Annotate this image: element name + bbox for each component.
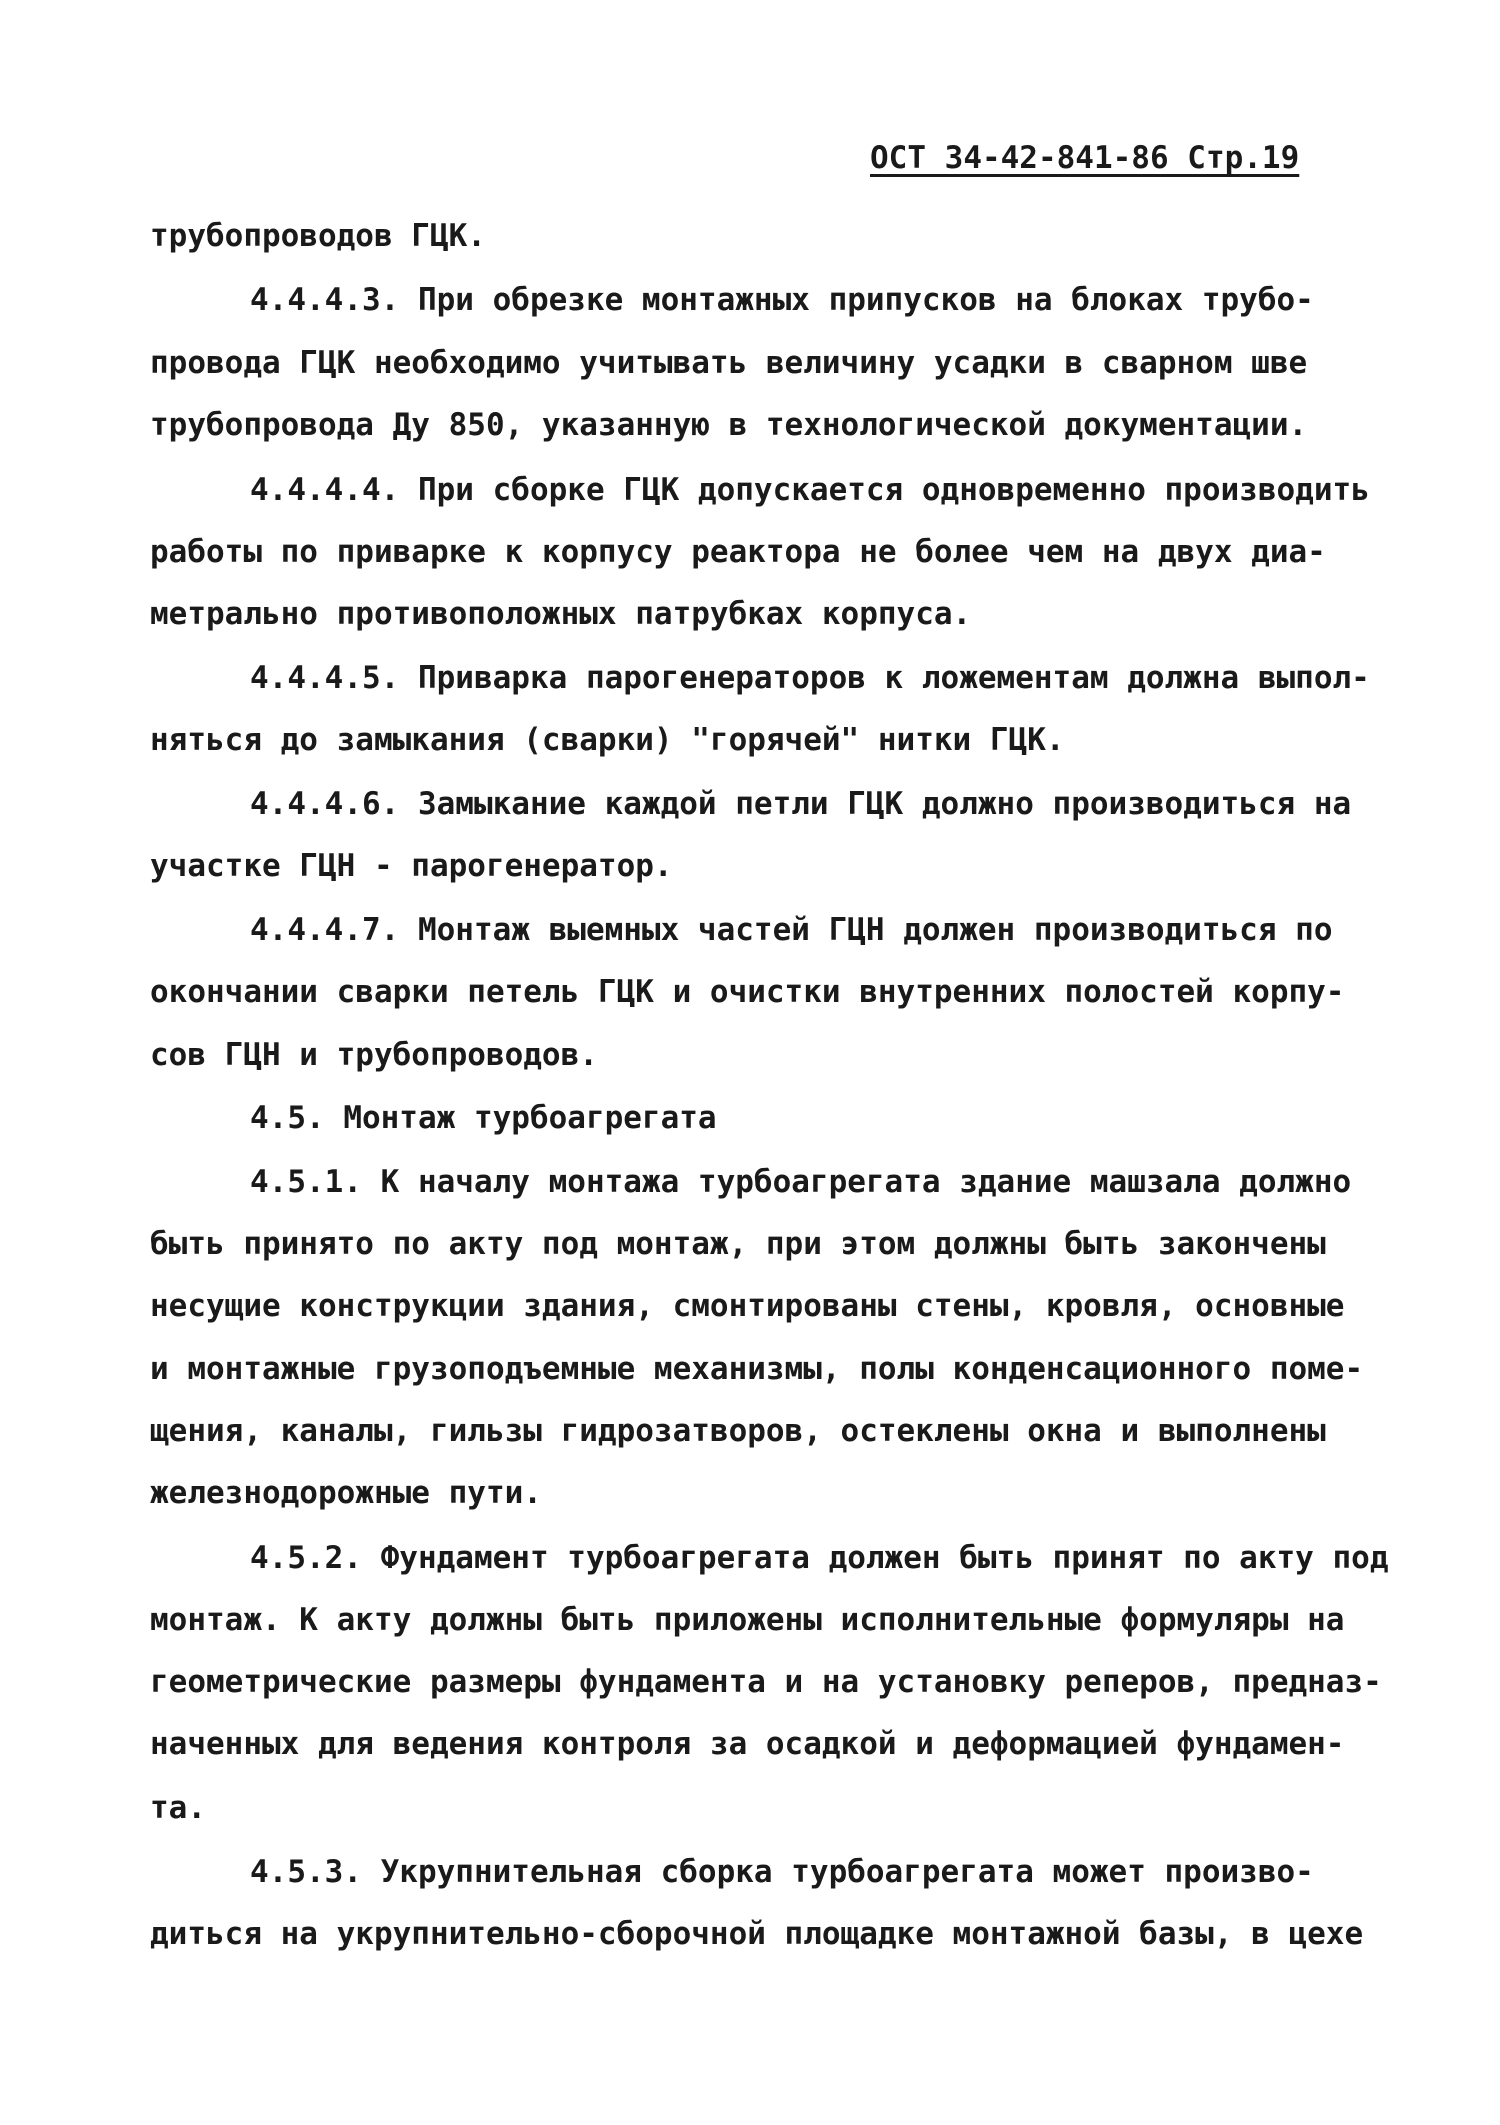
- text-line: 4.4.4.3. При обрезке монтажных припусков на блоках трубо-: [250, 282, 1314, 318]
- text-line: провода ГЦК необходимо учитывать величину усадки в сварном шве: [150, 345, 1308, 381]
- text-line: 4.4.4.6. Замыкание каждой петли ГЦК должно производиться на: [250, 786, 1352, 822]
- text-line: и монтажные грузоподъемные механизмы, полы конденсационного поме-: [150, 1351, 1364, 1387]
- text-line: окончании сварки петель ГЦК и очистки внутренних полостей корпу-: [150, 974, 1345, 1010]
- text-line: железнодорожные пути.: [150, 1475, 542, 1511]
- page-header-doc-ref: ОСТ 34-42-841-86 Стр.19: [870, 140, 1300, 176]
- text-line: 4.5.1. К началу монтажа турбоагрегата здание машзала должно: [250, 1164, 1352, 1200]
- text-line: метрально противоположных патрубках корпуса.: [150, 596, 972, 632]
- text-line: щения, каналы, гильзы гидрозатворов, остеклены окна и выполнены: [150, 1413, 1326, 1449]
- text-line: сов ГЦН и трубопроводов.: [150, 1037, 598, 1073]
- text-line: геометрические размеры фундамента и на установку реперов, предназ-: [150, 1664, 1382, 1700]
- text-line: несущие конструкции здания, смонтированы стены, кровля, основные: [150, 1288, 1345, 1324]
- text-line: та.: [150, 1790, 206, 1826]
- text-line: быть принято по акту под монтаж, при этом должны быть закончены: [150, 1226, 1326, 1262]
- section-heading: 4.5. Монтаж турбоагрегата: [250, 1100, 717, 1136]
- text-line: няться до замыкания (сварки) "горячей" нитки ГЦК.: [150, 722, 1065, 758]
- text-line: 4.4.4.5. Приварка парогенераторов к ложементам должна выпол-: [250, 660, 1370, 696]
- text-line: трубопроводов ГЦК.: [150, 218, 486, 254]
- text-line: участке ГЦН - парогенератор.: [150, 848, 673, 884]
- text-line: трубопровода Ду 850, указанную в технологической документации.: [150, 407, 1308, 443]
- text-line: 4.5.2. Фундамент турбоагрегата должен быть принят по акту под: [250, 1540, 1389, 1576]
- text-line: монтаж. К акту должны быть приложены исполнительные формуляры на: [150, 1602, 1345, 1638]
- text-line: 4.5.3. Укрупнительная сборка турбоагрегата может произво-: [250, 1854, 1314, 1890]
- text-line: 4.4.4.7. Монтаж выемных частей ГЦН должен производиться по: [250, 912, 1333, 948]
- text-line: диться на укрупнительно-сборочной площадке монтажной базы, в цехе: [150, 1916, 1364, 1952]
- text-line: 4.4.4.4. При сборке ГЦК допускается одновременно производить: [250, 472, 1370, 508]
- text-line: наченных для ведения контроля за осадкой и деформацией фундамен-: [150, 1726, 1345, 1762]
- text-line: работы по приварке к корпусу реактора не более чем на двух диа-: [150, 534, 1326, 570]
